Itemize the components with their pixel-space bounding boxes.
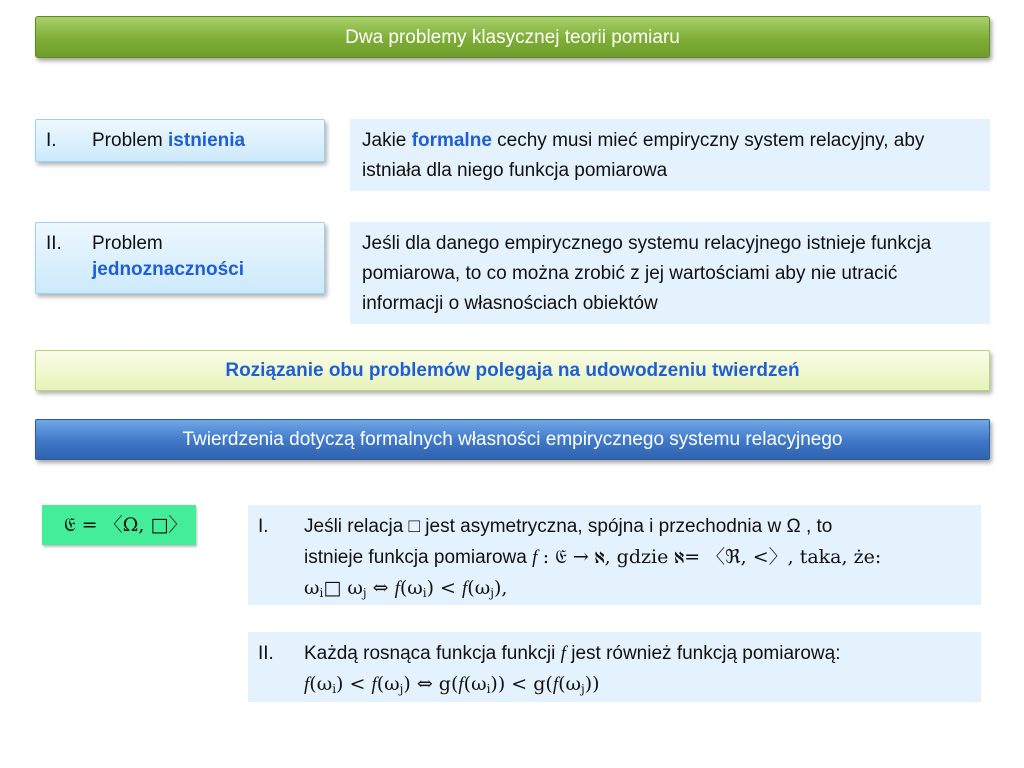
problem-existence-description: Jakie formalne cechy musi mieć empiryczny system relacyjny, aby istniała dla niego funkcja pomiarowa [350, 119, 990, 191]
theorem-number: I. [258, 516, 269, 537]
title-banner: Dwa problemy klasycznej teorii pomiaru [35, 16, 990, 58]
theorem-body: Każdą rosnąca funkcja funkcji f jest również funkcją pomiarową: $f(\omega_i) < f(\omega_j)$ ⇔ $g(f(\omega_i)) < g(f(\omega_j))$ [304, 643, 841, 696]
theorem-existence [248, 505, 981, 605]
problem-uniqueness [35, 222, 325, 294]
problem-existence [35, 119, 325, 162]
theorem-uniqueness [248, 632, 981, 702]
theorem-body: Jeśli relacja □ jest asymetryczna, spójna i przechodnia w Ω , to istnieje funkcja pomiarowa f : 𝔈 → ℵ, gdzie ℵ= 〈ℜ, <〉, taka, że: $\omega_i□$ $\omega_j$ ⇔ $f(\omega_i) < f(\omega_j)$, [304, 516, 882, 600]
problem-number: I. [46, 130, 57, 151]
problem-label: Problem istnienia [92, 130, 246, 151]
theorem-number: II. [258, 643, 274, 664]
empirical-structure-formula: 𝔈 = 〈Ω, □〉 [42, 505, 196, 545]
solution-banner: Roziązanie obu problemów polegaja na udowodzeniu twierdzeń [35, 350, 990, 391]
problem-number: II. [46, 233, 62, 254]
theorem-banner: Twierdzenia dotyczą formalnych własności empirycznego systemu relacyjnego [35, 419, 990, 460]
problem-label: Problem jednoznaczności [92, 233, 245, 280]
problem-uniqueness-description: Jeśli dla danego empirycznego systemu relacyjnego istnieje funkcja pomiarowa, to co można zrobić z jej wartościami aby nie utracić informacji o własnościach obiektów [350, 222, 990, 324]
